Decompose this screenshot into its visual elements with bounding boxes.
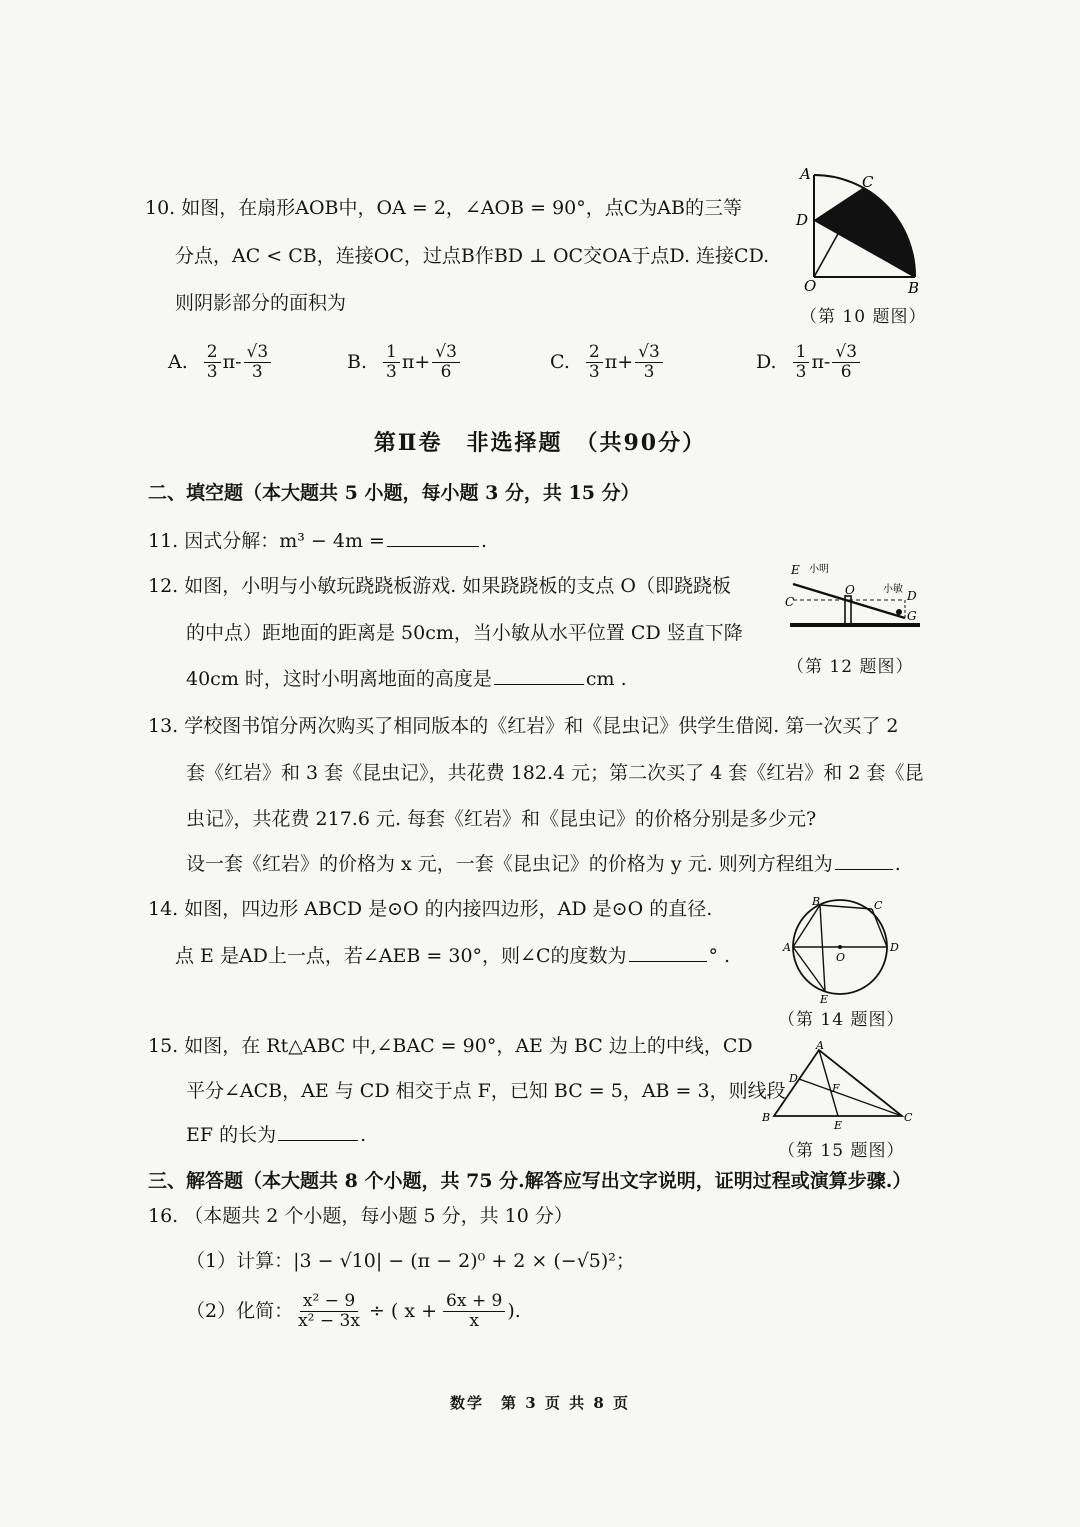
q15-label-b: B [762,1111,771,1124]
q12-label-e: E [791,563,800,577]
q12-label-d: D [907,589,917,603]
q14-caption: （第 14 题图） [778,1010,905,1030]
q14-label-b: B [812,895,821,908]
q10-figure [790,165,930,300]
q16-part2: （2）化简： $\frac{\text{x² − 9}}{\text{x² − 3x}}$ ÷ ( x + $\frac{6x + 9}{x}$ ). [186,1291,521,1331]
q13-line2: 套《红岩》和 3 套《昆虫记》，共花费 182.4 元；第二次买了 4 套《红岩》和 2 套《昆 [186,762,924,784]
part3-heading: 三、解答题（本大题共 8 个小题，共 75 分.解答应写出文字说明，证明过程或演算步骤.） [148,1170,912,1192]
q15-figure [762,1040,912,1130]
q14-answer-blank[interactable] [629,960,707,962]
q12-label-xiaoming: 小明 [809,564,829,575]
q10-option-c: C. $\frac{2}{3}$ π+ $\frac{√3}{3}$ [550,343,665,381]
q10-label-a: A [800,165,811,183]
part2-heading: 二、填空题（本大题共 5 小题，每小题 3 分，共 15 分） [148,482,640,504]
q14-line2: 点 E 是AD上一点，若∠AEB = 30°，则∠C的度数为 ° . [175,945,731,967]
q16-part1: （1）计算：|3 − √10| − (π − 2)⁰ + 2 × (−√5)²； [186,1250,635,1272]
q10-label-o: O [804,277,817,295]
q10-caption: （第 10 题图） [800,307,927,327]
q11: 11. 因式分解：m³ − 4m = . [148,530,487,552]
q12-label-g: G [907,609,917,623]
q13-line4: 设一套《红岩》的价格为 x 元，一套《昆虫记》的价格为 y 元. 则列方程组为 . [186,853,901,875]
q10-label-c: C [862,173,874,191]
q13-answer-blank[interactable] [835,868,893,870]
q12-answer-blank[interactable] [494,683,584,685]
q16-fraction-2: $\frac{6x + 9}{x}$ [443,1292,505,1330]
q12-label-o: O [845,583,855,597]
q12-line3: 40cm 时，这时小明离地面的高度是 cm . [186,668,627,690]
q15-label-c: C [904,1111,913,1124]
q16-title: 16. （本题共 2 个小题，每小题 5 分，共 10 分） [148,1205,573,1227]
q14-figure [780,895,910,1005]
q10-label-b: B [908,279,920,297]
q11-answer-blank[interactable] [387,545,479,547]
q12-label-c: C [785,595,795,609]
q12-line2: 的中点）距地面的距离是 50cm，当小敏从水平位置 CD 竖直下降 [186,622,743,644]
q15-label-a: A [816,1039,824,1052]
q10-label-d: D [796,211,809,229]
q15-label-e: E [834,1119,843,1132]
q16-fraction-1: $\frac{\text{x² − 9}}{\text{x² − 3x}}$ [298,1291,360,1331]
q10-line3: 则阴影部分的面积为 [175,292,347,314]
q14-label-e: E [820,993,829,1006]
page-footer: 数学 第 3 页 共 8 页 [450,1394,630,1412]
q14-label-a: A [783,941,791,954]
q13-line1: 13. 学校图书馆分两次购买了相同版本的《红岩》和《昆虫记》供学生借阅. 第一次买了 2 [148,715,899,737]
q15-line2: 平分∠ACB，AE 与 CD 相交于点 F，已知 BC = 5，AB = 3，则线段 [186,1080,786,1102]
q14-label-c: C [874,899,883,912]
section2-title: 第Ⅱ卷 非选择题 （共90分） [373,430,707,456]
q15-line3: EF 的长为 . [186,1124,367,1146]
q12-label-xiaomin: 小敏 [883,584,903,595]
q10-line2: 分点，AC < CB，连接OC，过点B作BD ⊥ OC交OA于点D. 连接CD. [175,245,770,267]
q12-figure [785,560,925,640]
q14-label-o: O [836,951,846,964]
q14-label-d: D [890,941,899,954]
q15-label-d: D [789,1072,798,1085]
q10-option-a: A. $\frac{2}{3}$ π- $\frac{√3}{3}$ [168,343,273,381]
q15-caption: （第 15 题图） [778,1141,905,1161]
q10-option-b: B. $\frac{1}{3}$ π+ $\frac{√3}{6}$ [347,343,462,381]
q15-label-f: F [832,1082,840,1095]
q15-answer-blank[interactable] [278,1139,358,1141]
q12-line1: 12. 如图，小明与小敏玩跷跷板游戏. 如果跷跷板的支点 O（即跷跷板 [148,575,731,597]
q14-line1: 14. 如图，四边形 ABCD 是⊙O 的内接四边形，AD 是⊙O 的直径. [148,898,713,920]
q12-caption: （第 12 题图） [787,657,914,677]
q10-line1: 10. 如图，在扇形AOB中，OA = 2，∠AOB = 90°，点C为AB的三等 [145,197,742,219]
q10-option-d: D. $\frac{1}{3}$ π- $\frac{√3}{6}$ [756,343,862,381]
q15-line1: 15. 如图，在 Rt△ABC 中,∠BAC = 90°，AE 为 BC 边上的中线，CD [148,1035,753,1057]
q13-line3: 虫记》，共花费 217.6 元. 每套《红岩》和《昆虫记》的价格分别是多少元? [186,808,817,830]
